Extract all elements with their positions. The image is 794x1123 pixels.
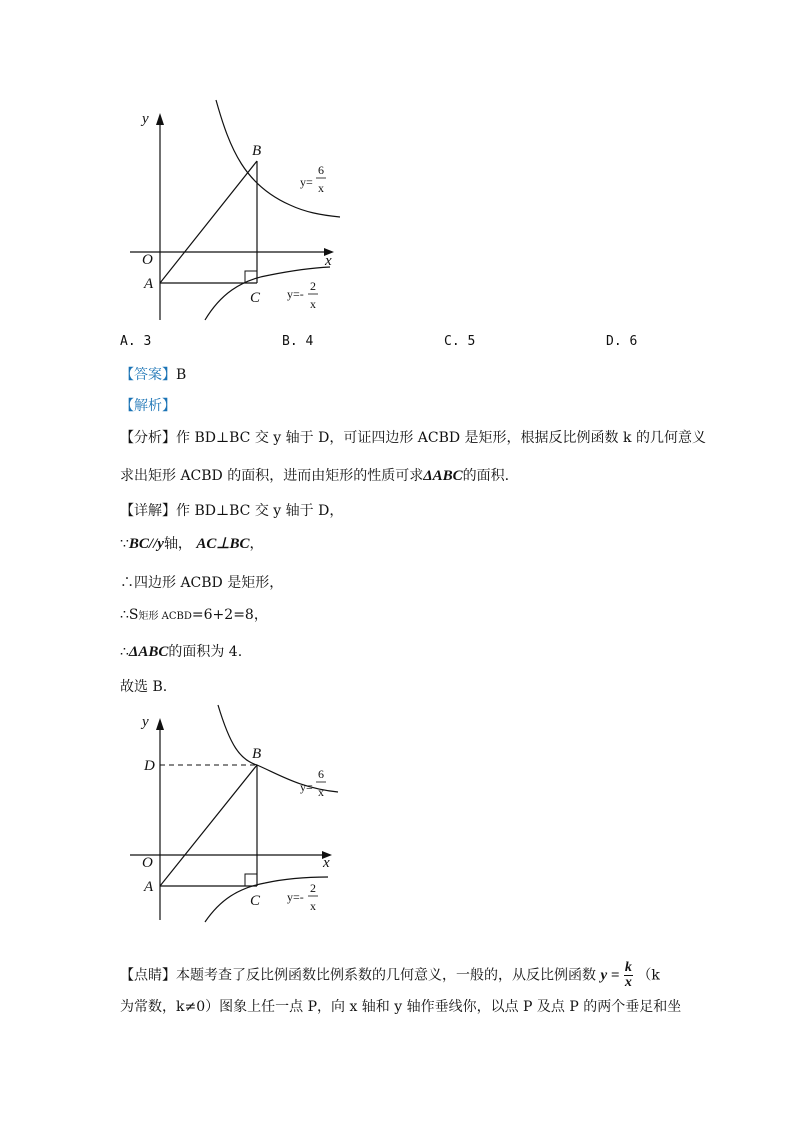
xiangjie-line-5: ∴ΔABC的面积为 4. — [120, 644, 243, 660]
segment-ab — [160, 765, 257, 886]
xiangjie-line-2: ∵BC//y轴， AC⊥BC， — [120, 536, 264, 552]
k-over-x-fraction: $\frac{k}{x}$ — [624, 960, 632, 990]
fn-top-den: x — [318, 181, 324, 195]
dianjing-line-2: 为常数，k≠0）图象上任一点 P，向 x 轴和 y 轴作垂线你，以点 P 及点 P 的两个垂足和坐 — [120, 999, 682, 1015]
xiangjie-line-1: 【详解】作 BD⊥BC 交 y 轴于 D， — [120, 503, 344, 519]
option-b: B. 4 — [282, 334, 314, 349]
fn-top-prefix: y= — [300, 780, 313, 794]
option-c: C. 5 — [444, 334, 476, 349]
fn-bottom-num: 2 — [310, 279, 316, 293]
y-equals: y = — [600, 967, 620, 984]
point-b-label: B — [252, 143, 262, 159]
figure-2 — [120, 700, 360, 925]
point-a-label: A — [144, 276, 154, 292]
fn-top-num: 6 — [318, 767, 324, 781]
y-axis-arrow-icon — [156, 113, 164, 125]
fenxi-line-2: 求出矩形 ACBD 的面积，进而由矩形的性质可求ΔABC的面积. — [120, 468, 510, 484]
point-b-label: B — [252, 746, 262, 762]
jiexi-tag: 【解析】 — [120, 398, 176, 414]
fn-top-prefix: y= — [300, 175, 313, 189]
dianjing-tag: 【点睛】 — [120, 967, 176, 984]
fenxi-tag: 【分析】 — [120, 430, 176, 446]
xiangjie-line-3: ∴四边形 ACBD 是矩形， — [120, 575, 284, 591]
fenxi-line-1: 【分析】作 BD⊥BC 交 y 轴于 D，可证四边形 ACBD 是矩形，根据反比例函数 k 的几何意义 — [120, 430, 706, 446]
xiangjie-line-4: ∴S矩形 ACBD=6+2=8， — [120, 607, 268, 623]
point-c-label: C — [250, 893, 261, 909]
y-axis-label: y — [142, 111, 149, 127]
x-axis-label: x — [325, 253, 332, 269]
point-c-label: C — [250, 290, 261, 306]
x-axis-label: x — [323, 855, 330, 871]
option-d: D. 6 — [606, 334, 638, 349]
curve-y-6-over-x — [216, 100, 340, 217]
fn-bottom-den: x — [310, 297, 316, 311]
option-a: A. 3 — [120, 334, 152, 349]
y-axis-label: y — [142, 714, 149, 730]
point-d-label: D — [144, 758, 155, 774]
fn-bottom-den: x — [310, 899, 316, 913]
figure-2-svg — [120, 700, 360, 925]
triangle-abc-symbol: ΔABC — [423, 468, 463, 484]
answer-value: B — [176, 367, 187, 383]
dianjing-line-1: 【点睛】本题考查了反比例函数比例系数的几何意义，一般的，从反比例函数 y = $\frac{k}{x}$ （k — [120, 960, 660, 990]
answer-tag: 【答案】 — [120, 367, 176, 383]
point-a-label: A — [144, 879, 154, 895]
y-axis-arrow-icon — [156, 718, 164, 730]
fn-bottom-prefix: y=- — [287, 287, 304, 301]
choose-line: 故选 B. — [120, 679, 168, 695]
figure-1 — [120, 95, 360, 330]
fn-bottom-prefix: y=- — [287, 890, 304, 904]
segment-ab — [160, 161, 257, 283]
right-angle-mark — [245, 874, 257, 886]
figure-1-svg — [120, 95, 360, 330]
origin-label: O — [142, 252, 153, 268]
answer-line — [120, 364, 186, 384]
fn-top-num: 6 — [318, 163, 324, 177]
fn-bottom-num: 2 — [310, 881, 316, 895]
fn-top-den: x — [318, 785, 324, 799]
xiangjie-tag: 【详解】 — [120, 503, 176, 519]
curve-y-neg2-over-x — [205, 267, 330, 320]
origin-label: O — [142, 855, 153, 871]
